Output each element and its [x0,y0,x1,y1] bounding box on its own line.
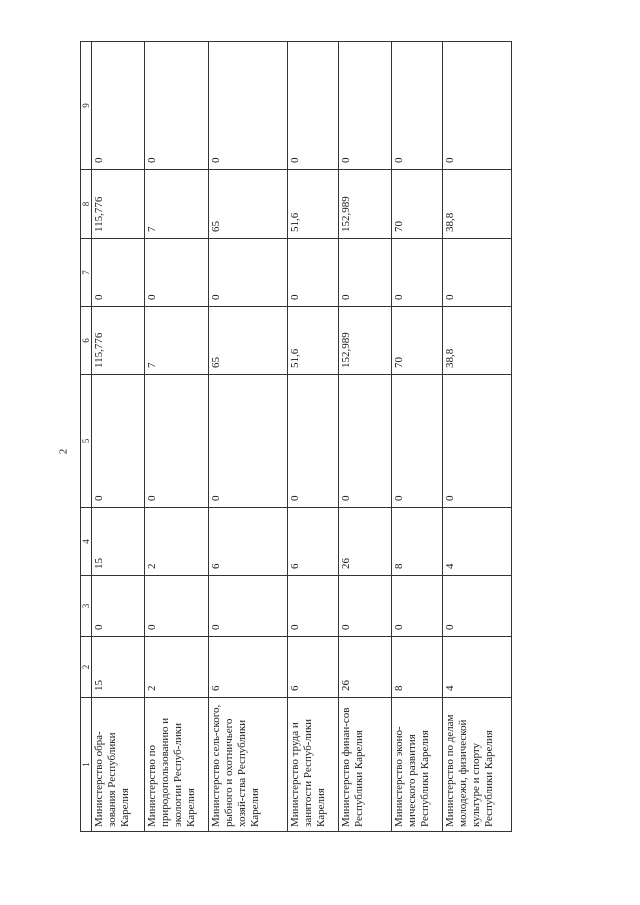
table-cell: 115,776 [92,170,145,239]
ministry-name: Министерство обра-зования Республики Карелия [92,698,145,832]
table-cell: 51,6 [288,170,339,239]
table-cell: 0 [339,576,392,637]
table-cell: 2 [145,508,209,576]
table-header [81,42,92,832]
column-header-3: 3 [81,576,92,637]
table-cell: 0 [209,42,288,170]
table-cell: 4 [443,637,512,698]
column-header-7: 7 [81,239,92,307]
column-header-4: 4 [81,508,92,576]
table-cell: 0 [145,576,209,637]
ministry-name: Министерство по природопользованию и экологии Респуб-лики Карелия [145,698,209,832]
ministry-name: Министерство финан-сов Республики Карелия [339,698,392,832]
table-row [392,42,443,832]
table-cell: 0 [443,576,512,637]
table-cell: 0 [392,576,443,637]
table-cell: 0 [288,42,339,170]
table-cell: 152,989 [339,170,392,239]
table-cell: 6 [209,508,288,576]
table-cell: 8 [392,637,443,698]
table-cell: 51,6 [288,307,339,375]
table-cell: 0 [209,239,288,307]
table-cell: 0 [443,42,512,170]
table-cell: 15 [92,637,145,698]
table-cell: 0 [209,375,288,508]
table-cell: 0 [392,239,443,307]
table-cell: 115,776 [92,307,145,375]
table-cell: 4 [443,508,512,576]
table-cell: 70 [392,307,443,375]
table-row [209,42,288,832]
table-cell: 0 [209,576,288,637]
table-cell: 26 [339,508,392,576]
column-header-2: 2 [81,637,92,698]
table-row [92,42,145,832]
table-cell: 6 [209,637,288,698]
table-body [92,42,512,832]
table-cell: 2 [145,637,209,698]
table-cell: 65 [209,170,288,239]
table-cell: 26 [339,637,392,698]
table-cell: 0 [288,239,339,307]
ministry-name: Министерство сель-ского, рыбного и охотничьего хозяй-ства Республики Карелия [209,698,288,832]
table-row [339,42,392,832]
table-cell: 0 [339,42,392,170]
table-cell: 0 [339,375,392,508]
header-row [81,42,92,832]
table-cell: 70 [392,170,443,239]
column-header-1: 1 [81,698,92,832]
page-number: 2 [57,448,70,455]
table-cell: 0 [92,239,145,307]
table-cell: 0 [392,375,443,508]
table-cell: 0 [145,239,209,307]
ministry-name: Министерство труда и занятости Респуб-лики Карелия [288,698,339,832]
table-cell: 0 [443,375,512,508]
table-cell: 7 [145,170,209,239]
table-cell: 0 [339,239,392,307]
table-cell: 15 [92,508,145,576]
rotated-table-wrapper [80,42,500,832]
table-cell: 0 [392,42,443,170]
table-cell: 6 [288,637,339,698]
data-table [80,41,512,832]
ministry-name: Министерство по делам молодежи, физической культуре и спорту Республики Карелия [443,698,512,832]
column-header-6: 6 [81,307,92,375]
table-row [288,42,339,832]
table-cell: 0 [288,375,339,508]
table-cell: 6 [288,508,339,576]
table-cell: 8 [392,508,443,576]
table-cell: 38,8 [443,307,512,375]
table-cell: 0 [443,239,512,307]
table-cell: 0 [145,375,209,508]
table-cell: 0 [145,42,209,170]
table-row [145,42,209,832]
table-cell: 0 [92,42,145,170]
table-cell: 0 [92,375,145,508]
column-header-5: 5 [81,375,92,508]
table-row [443,42,512,832]
table-cell: 152,989 [339,307,392,375]
table-cell: 0 [92,576,145,637]
column-header-9: 9 [81,42,92,170]
table-cell: 7 [145,307,209,375]
table-cell: 38,8 [443,170,512,239]
table-cell: 65 [209,307,288,375]
ministry-name: Министерство эконо-мического развития Республики Карелия [392,698,443,832]
column-header-8: 8 [81,170,92,239]
table-cell: 0 [288,576,339,637]
